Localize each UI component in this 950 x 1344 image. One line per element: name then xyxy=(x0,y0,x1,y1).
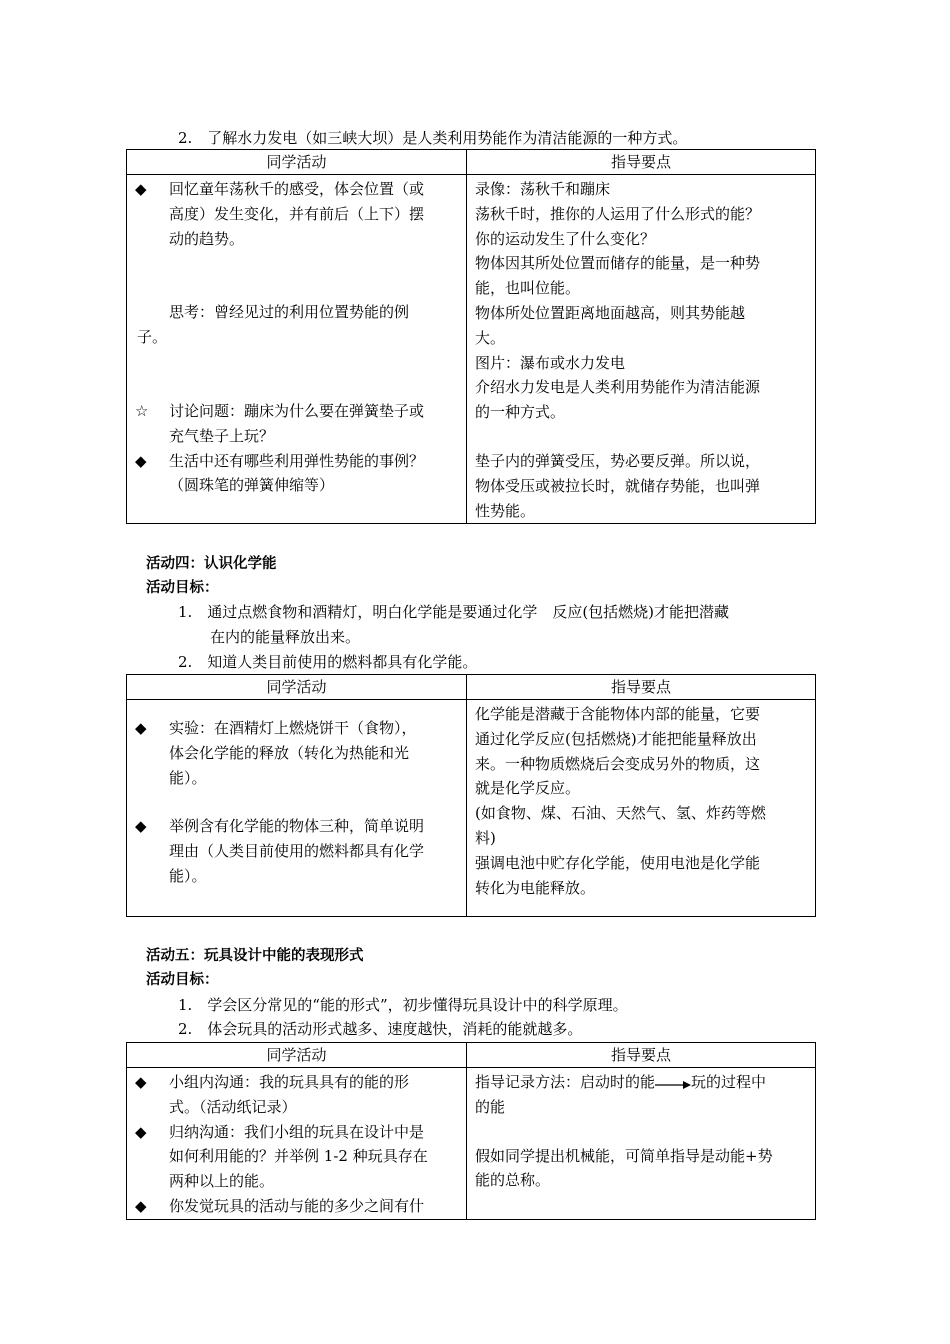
goal-2: 2. 体会玩具的活动形式越多、速度越快，消耗的能就越多。 xyxy=(178,1020,583,1038)
text-line: 荡秋千时，推你的人运用了什么形式的能？ xyxy=(475,204,761,223)
text-line: 式。（活动纸记录） xyxy=(169,1097,297,1116)
text-line: 归纳沟通：我们小组的玩具在设计中是 xyxy=(169,1122,425,1141)
activity-table-chemical-energy xyxy=(126,674,816,917)
column-header-student-activity: 同学活动 xyxy=(127,675,467,700)
text-line: 高度）发生变化，并有前后（上下）摆 xyxy=(169,204,425,223)
text-line: 小组内沟通：我的玩具具有的能的形 xyxy=(169,1073,410,1091)
diamond-bullet-icon: ◆ xyxy=(135,1196,147,1215)
text-line: 实验：在酒精灯上燃烧饼干（食物）， xyxy=(169,719,417,737)
text-line: （圆珠笔的弹簧伸缩等） xyxy=(169,476,335,495)
guidance-points-cell xyxy=(467,175,816,524)
text-line: 体会化学能的释放（转化为热能和光 xyxy=(169,743,410,762)
text-line: 物体所处位置距离地面越高，则其势能越 xyxy=(475,303,746,322)
column-header-student-activity: 同学活动 xyxy=(127,150,467,175)
text-line: 动的趋势。 xyxy=(169,229,245,248)
text-line: 两种以上的能。 xyxy=(169,1172,275,1191)
activity-item xyxy=(127,1194,466,1219)
text-line: 大。 xyxy=(475,328,506,347)
activity-item xyxy=(127,449,466,499)
section-title-toy-design: 活动五：玩具设计中能的表现形式 xyxy=(146,948,364,964)
text-line: 充气垫子上玩？ xyxy=(169,426,275,445)
activity-item xyxy=(127,1120,466,1194)
text-line: 就是化学反应。 xyxy=(475,779,581,798)
text-line: 回忆童年荡秋千的感受，体会位置（或 xyxy=(169,180,425,198)
text-line: 举例含有化学能的物体三种，简单说明 xyxy=(169,817,425,836)
goal-2-hydropower: 2. 了解水力发电（如三峡大坝）是人类利用势能作为清洁能源的一种方式。 xyxy=(178,129,688,147)
text-line: 讨论问题：蹦床为什么要在弹簧垫子或 xyxy=(169,401,425,420)
text-line: 你的运动发生了什么变化？ xyxy=(475,229,656,248)
text-line: 能的总称。 xyxy=(475,1171,551,1190)
text-line: 录像：荡秋千和蹦床 xyxy=(475,180,611,198)
activity-table-toy-design xyxy=(126,1042,816,1220)
text-line: 的一种方式。 xyxy=(475,403,566,422)
goal-1: 1. 学会区分常见的“能的形式”，初步懂得玩具设计中的科学原理。 xyxy=(178,996,628,1014)
star-bullet-icon: ☆ xyxy=(135,401,149,420)
text-line: 生活中还有哪些利用弹性势能的事例？ xyxy=(169,451,425,470)
diamond-bullet-icon: ◆ xyxy=(135,719,147,737)
student-activity-cell xyxy=(127,1068,467,1220)
column-header-student-activity: 同学活动 xyxy=(127,1043,467,1068)
column-header-guidance-points: 指导要点 xyxy=(467,675,816,700)
text-line: 能，也叫位能。 xyxy=(475,279,581,298)
text-line: 来。一种物质燃烧后会变成另外的物质，这 xyxy=(475,754,761,773)
recording-method-line xyxy=(475,1070,809,1095)
text-line: 性势能。 xyxy=(475,501,536,520)
student-activity-cell xyxy=(127,700,467,917)
text-line: (如食物、煤、石油、天然气、氢、炸药等燃 xyxy=(475,804,766,823)
column-header-guidance-points: 指导要点 xyxy=(467,1043,816,1068)
text-line: 强调电池中贮存化学能，使用电池是化学能 xyxy=(475,853,761,872)
activity-item xyxy=(127,1070,466,1120)
text-line: 介绍水力发电是人类利用势能作为清洁能源 xyxy=(475,378,761,397)
text-line: 转化为电能释放。 xyxy=(475,878,596,897)
activity-item xyxy=(127,814,466,888)
goal-1-line-2: 在内的能量释放出来。 xyxy=(210,628,361,646)
text-line: 能）。 xyxy=(169,866,207,885)
activity-item xyxy=(127,399,466,449)
diamond-bullet-icon: ◆ xyxy=(135,817,147,836)
text-line: 如何利用能的？并举例 1-2 种玩具存在 xyxy=(169,1147,428,1166)
student-activity-cell xyxy=(127,175,467,524)
goal-2: 2. 知道人类目前使用的燃料都具有化学能。 xyxy=(178,653,478,671)
text-line: 料) xyxy=(475,828,496,847)
diamond-bullet-icon: ◆ xyxy=(135,180,147,198)
text-line: 通过化学反应(包括燃烧)才能把能量释放出 xyxy=(475,729,757,748)
section-title-chemical-energy: 活动四：认识化学能 xyxy=(146,556,277,572)
guidance-points-cell xyxy=(467,1068,816,1220)
text-line: 理由（人类目前使用的燃料都具有化学 xyxy=(169,842,425,861)
activity-item xyxy=(127,177,466,251)
column-header-guidance-points: 指导要点 xyxy=(467,150,816,175)
diamond-bullet-icon: ◆ xyxy=(135,1073,147,1091)
diamond-bullet-icon: ◆ xyxy=(135,451,147,470)
text-line: 能）。 xyxy=(169,768,207,787)
text-line: 的能 xyxy=(475,1097,506,1116)
text-line: 思考：曾经见过的利用位置势能的例 xyxy=(169,303,410,322)
text-line: 物体受压或被拉长时，就储存势能，也叫弹 xyxy=(475,476,761,495)
text-line: 物体因其所处位置而储存的能量，是一种势 xyxy=(475,254,761,273)
text-fragment: 玩的过程中 xyxy=(691,1073,767,1091)
guidance-points-cell xyxy=(467,700,816,917)
right-arrow-icon xyxy=(655,1072,691,1086)
text-line: 图片：瀑布或水力发电 xyxy=(475,353,626,372)
text-line: 你发觉玩具的活动与能的多少之间有什 xyxy=(169,1196,425,1215)
think-question xyxy=(127,300,466,350)
text-line: 垫子内的弹簧受压，势必要反弹。所以说， xyxy=(475,451,761,470)
goal-label: 活动目标： xyxy=(146,972,219,988)
text-line: 化学能是潜藏于含能物体内部的能量，它要 xyxy=(475,705,761,723)
activity-item xyxy=(127,716,466,790)
goal-label: 活动目标： xyxy=(146,580,219,596)
diamond-bullet-icon: ◆ xyxy=(135,1122,147,1141)
goal-1-line-1: 1. 通过点燃食物和酒精灯，明白化学能是要通过化学 反应(包括燃烧)才能把潜藏 xyxy=(178,603,730,621)
text-line: 子。 xyxy=(137,328,168,347)
text-line: 假如同学提出机械能，可简单指导是动能+势 xyxy=(475,1146,773,1165)
activity-table-potential-energy xyxy=(126,149,816,524)
text-fragment: 指导记录方法：启动时的能 xyxy=(475,1073,656,1091)
